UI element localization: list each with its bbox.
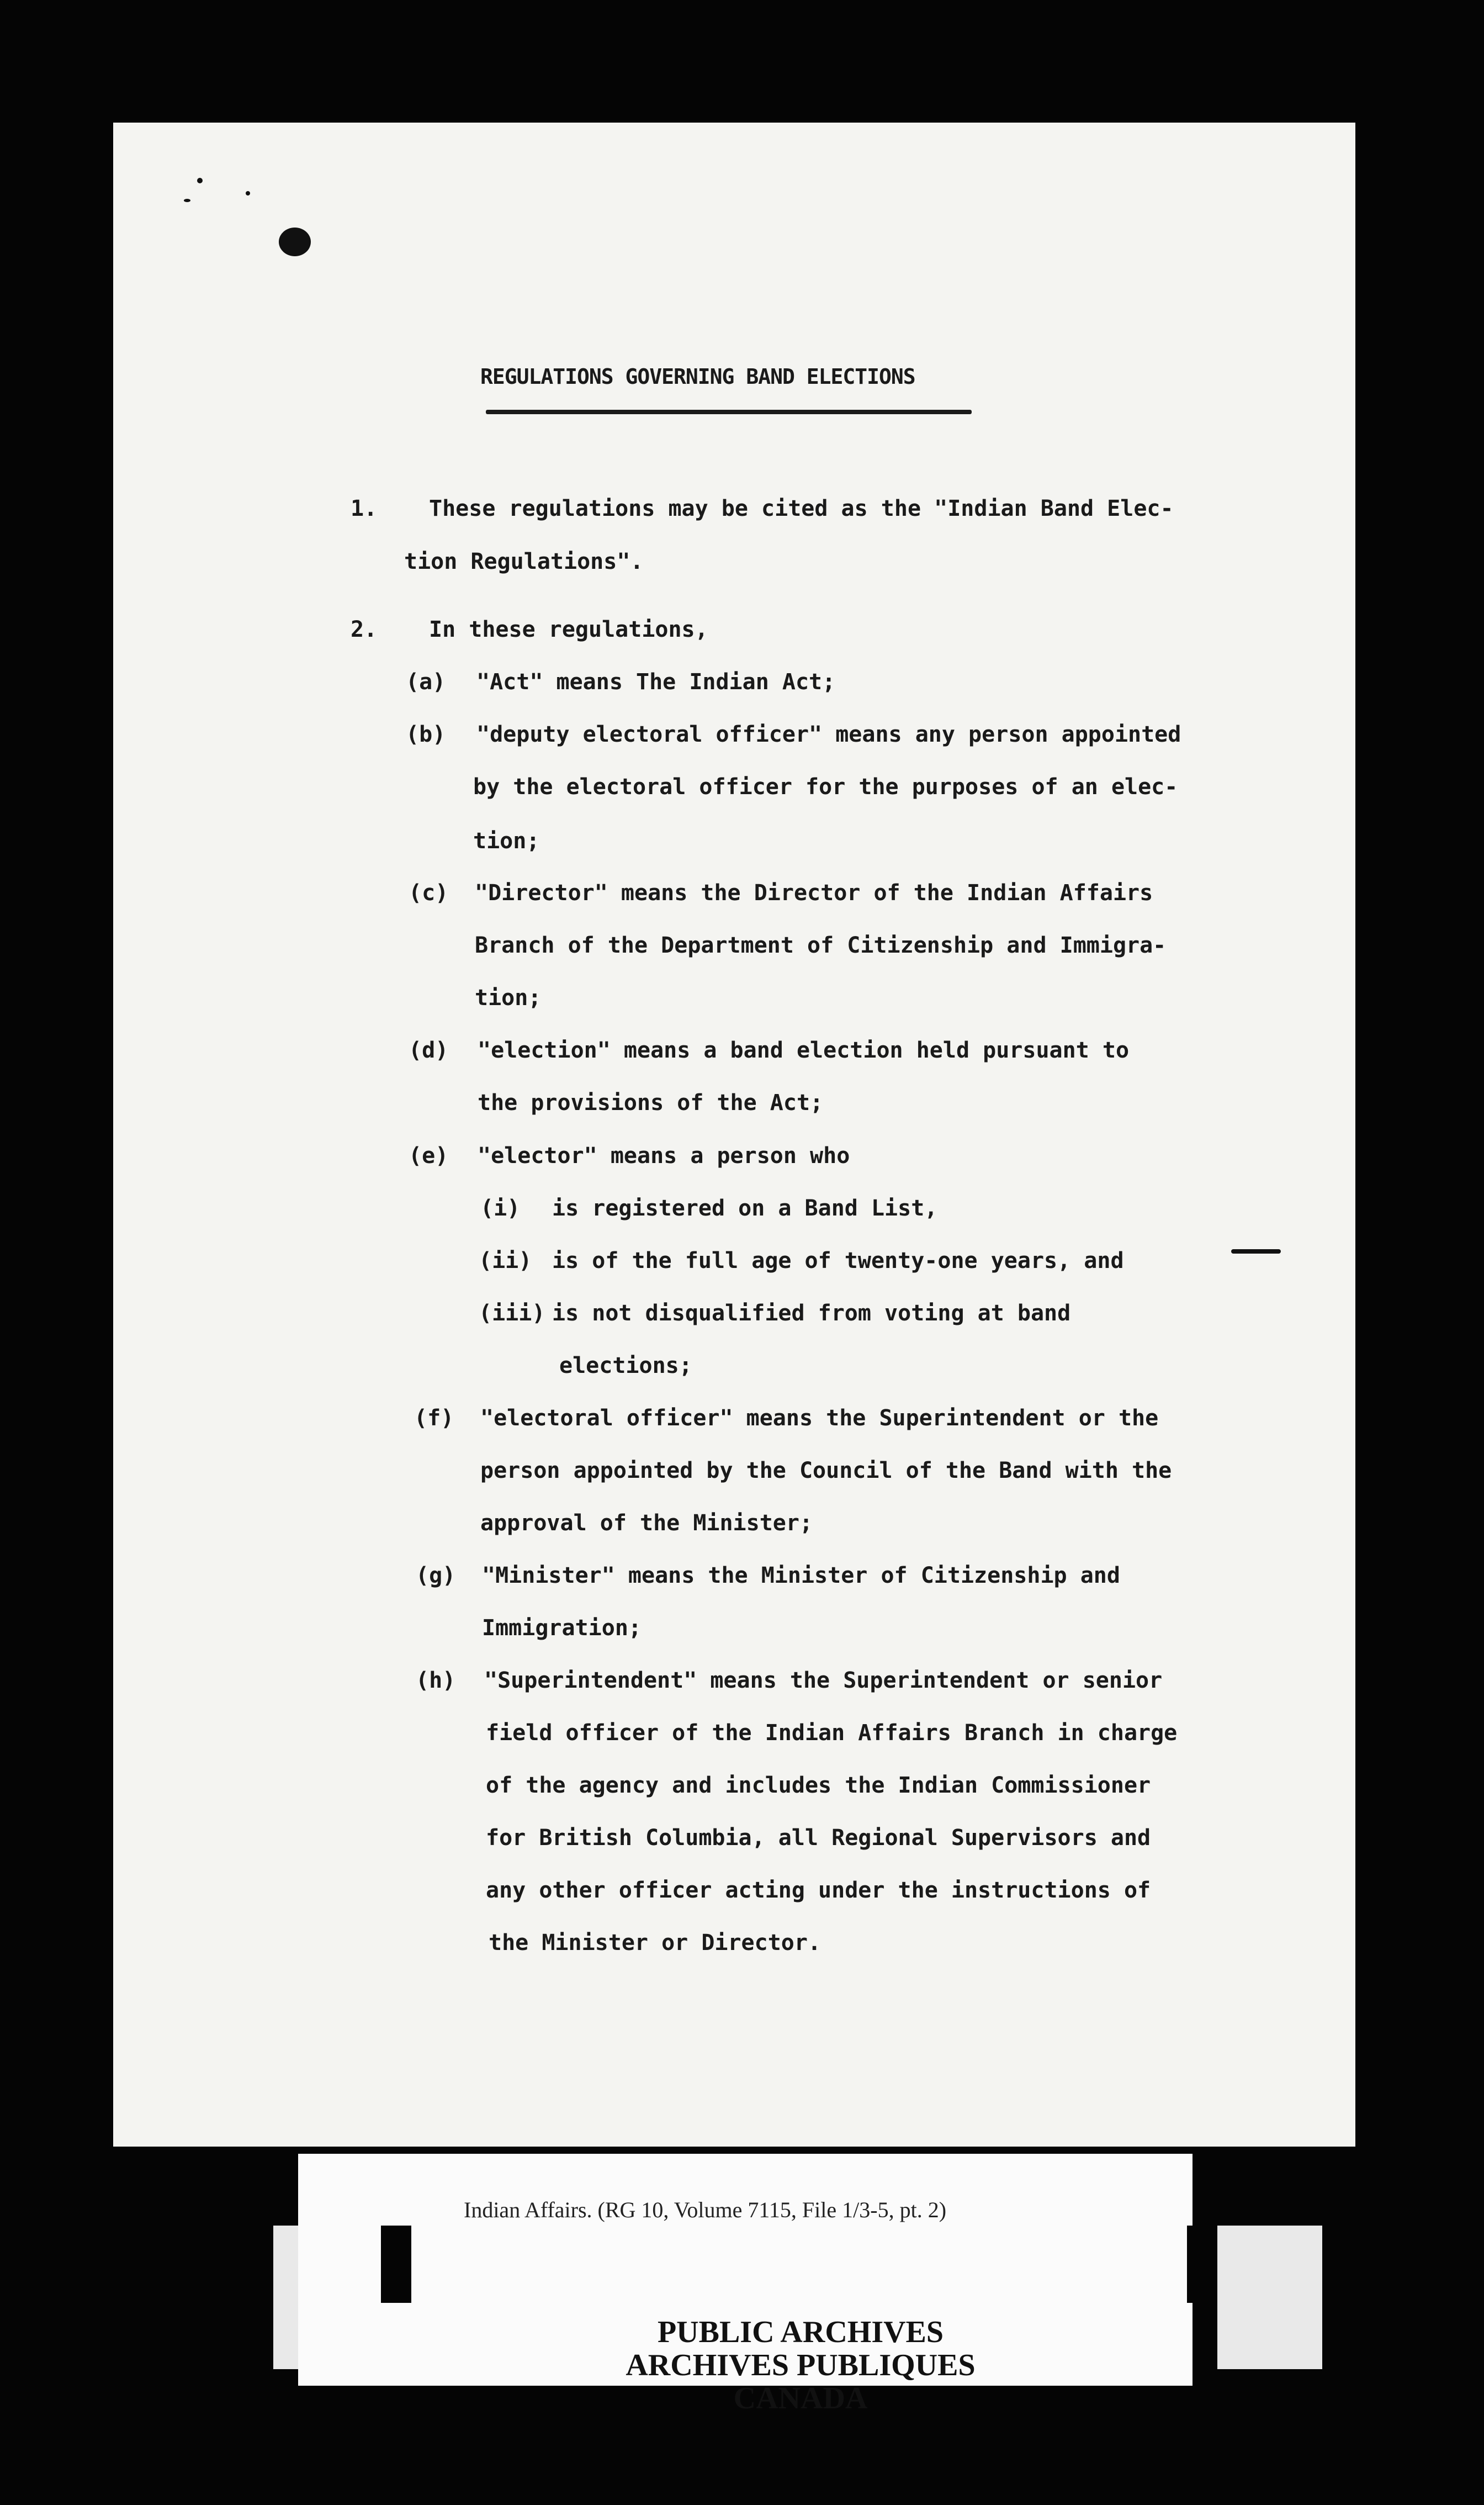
text-line: by the electoral officer for the purposes of an elec- xyxy=(473,774,1178,800)
card-tab-left xyxy=(381,2226,411,2303)
ink-speck xyxy=(246,191,250,195)
text-line: is registered on a Band List, xyxy=(552,1196,938,1221)
text-line: "Superintendent" means the Superintendent or senior xyxy=(484,1668,1163,1693)
text-line: person appointed by the Council of the Band with the xyxy=(480,1458,1172,1483)
archive-stamp-line-1: PUBLIC ARCHIVES xyxy=(657,2315,944,2349)
clause-number: (i) xyxy=(480,1196,521,1221)
text-line: "Director" means the Director of the Indian Affairs xyxy=(475,880,1153,906)
text-line: "election" means a band election held pursuant to xyxy=(478,1038,1130,1063)
archive-stamp-line-3: CANADA xyxy=(733,2381,868,2416)
text-line: the Minister or Director. xyxy=(489,1930,822,1956)
text-line: of the agency and includes the Indian Commissioner xyxy=(486,1773,1151,1798)
card-tab-right xyxy=(1187,2226,1217,2303)
clause-number: (ii) xyxy=(479,1248,532,1273)
text-line: for British Columbia, all Regional Supervisors and xyxy=(486,1825,1151,1851)
ink-speck xyxy=(197,178,203,183)
clause-number: (e) xyxy=(409,1143,449,1169)
text-line: field officer of the Indian Affairs Branch in charge xyxy=(486,1720,1178,1746)
ink-speck xyxy=(184,199,190,202)
text-line: These regulations may be cited as the "Indian Band Elec- xyxy=(429,496,1174,521)
text-line: elections; xyxy=(559,1353,692,1378)
text-line: "elector" means a person who xyxy=(478,1143,850,1169)
document-title: REGULATIONS GOVERNING BAND ELECTIONS xyxy=(480,364,915,389)
text-line: is of the full age of twenty-one years, and xyxy=(552,1248,1124,1273)
text-line: "electoral officer" means the Superintendent or the xyxy=(480,1405,1159,1431)
clause-number: (b) xyxy=(406,722,446,747)
text-line: Branch of the Department of Citizenship and Immigra- xyxy=(475,933,1167,958)
text-line: any other officer acting under the instructions of xyxy=(486,1878,1151,1903)
title-underline xyxy=(486,410,972,414)
clause-number: (h) xyxy=(416,1668,456,1693)
text-line: approval of the Minister; xyxy=(480,1510,813,1536)
clause-number: (iii) xyxy=(479,1301,545,1326)
text-line: In these regulations, xyxy=(429,617,708,642)
clause-number: (a) xyxy=(406,669,446,695)
clause-number: 2. xyxy=(351,617,378,642)
clause-number: 1. xyxy=(351,496,378,521)
text-line: "Act" means The Indian Act; xyxy=(476,669,836,695)
text-line: tion; xyxy=(473,828,540,854)
archive-reference: Indian Affairs. (RG 10, Volume 7115, File 1/3-5, pt. 2) xyxy=(464,2197,947,2222)
document-page xyxy=(113,123,1355,2147)
clause-number: (g) xyxy=(416,1563,456,1588)
clause-number: (d) xyxy=(409,1038,449,1063)
text-line: tion Regulations". xyxy=(404,549,644,574)
text-line: "deputy electoral officer" means any person appointed xyxy=(476,722,1181,747)
clause-number: (c) xyxy=(409,880,449,906)
ink-speck xyxy=(1231,1249,1281,1254)
card-edge-right xyxy=(1217,2226,1322,2369)
archive-stamp-line-2: ARCHIVES PUBLIQUES xyxy=(626,2348,976,2382)
text-line: "Minister" means the Minister of Citizenship and xyxy=(482,1563,1120,1588)
text-line: Immigration; xyxy=(482,1615,642,1641)
text-line: the provisions of the Act; xyxy=(478,1090,824,1116)
ink-spot xyxy=(279,228,311,256)
text-line: tion; xyxy=(475,985,542,1011)
text-line: is not disqualified from voting at band xyxy=(552,1301,1071,1326)
clause-number: (f) xyxy=(414,1405,454,1431)
